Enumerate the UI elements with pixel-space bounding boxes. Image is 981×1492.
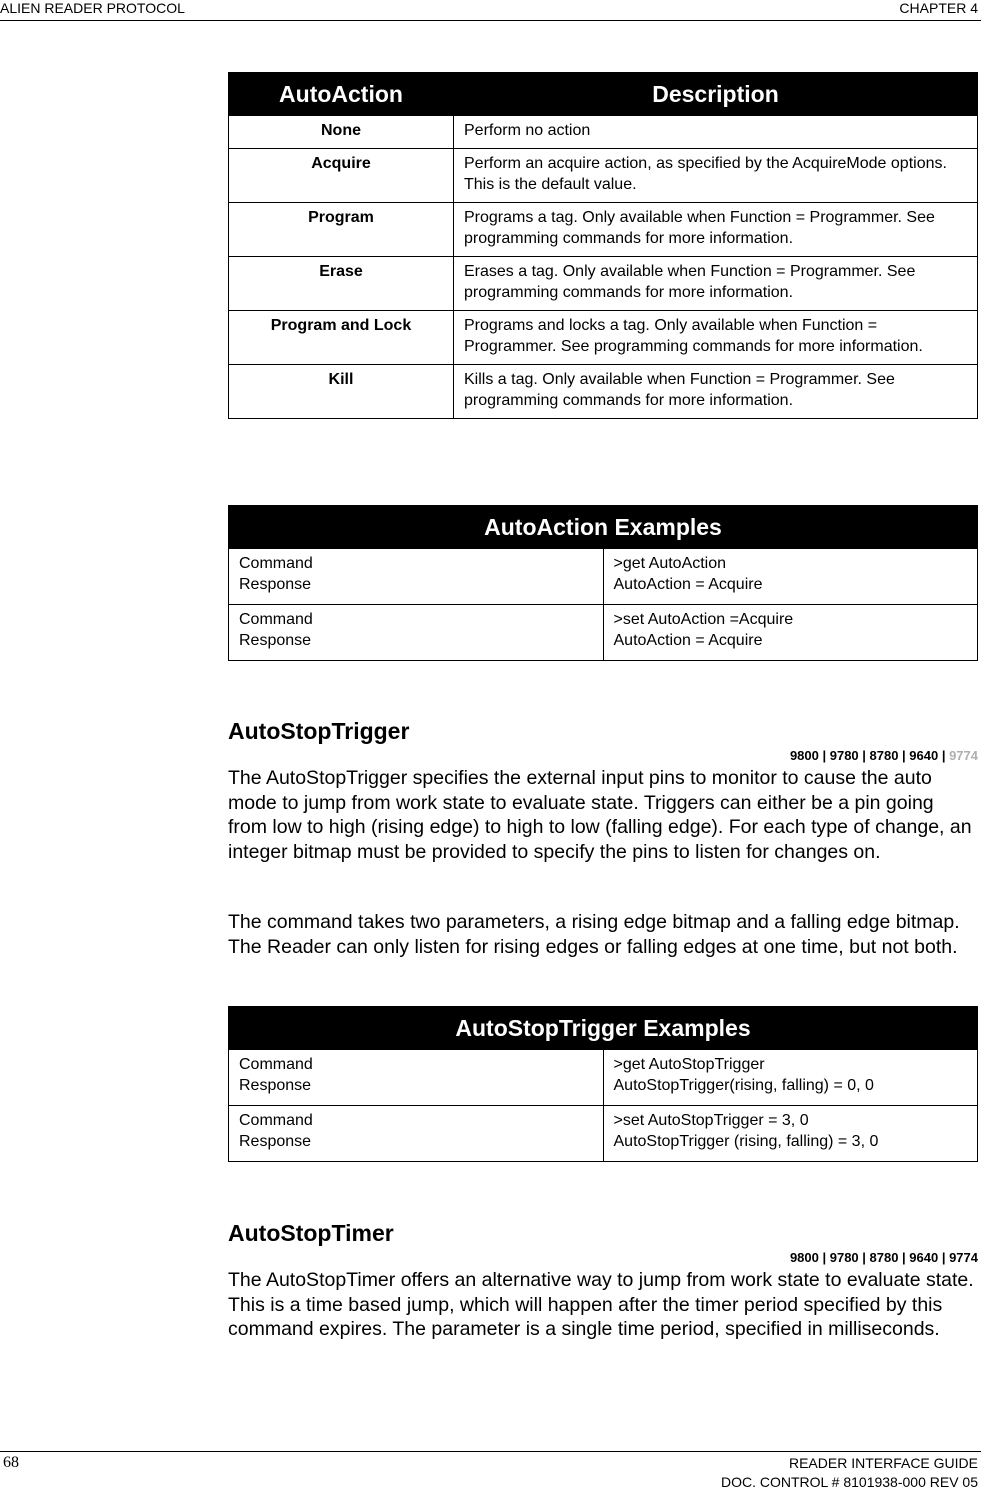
action-description: Erases a tag. Only available when Function = Programmer. See programming commands for more information. [454,257,978,311]
example-values [603,1050,978,1106]
autostoptrigger-examples-table [228,1006,978,1162]
section-title-autostoptimer: AutoStopTimer [228,1220,394,1246]
command-label: Command [239,611,313,628]
examples-title: AutoAction Examples [229,506,978,549]
response-text: AutoAction = Acquire [613,632,763,649]
action-description: Perform an acquire action, as specified by the AcquireMode options. This is the default value. [454,149,978,203]
action-name: Erase [229,257,454,311]
command-label: Command [239,1112,313,1129]
action-description: Kills a tag. Only available when Function = Programmer. See programming commands for more information. [454,365,978,419]
paragraph: The command takes two parameters, a rising edge bitmap and a falling edge bitmap. The Reader can only listen for rising edges or falling edges at one time, but not both. [228,911,960,958]
table-row [229,549,978,605]
autoaction-table [228,72,978,419]
paragraph: The AutoStopTrigger specifies the external input pins to monitor to cause the auto mode to jump from work state to evaluate state. Triggers can either be a pin going from low to high (rising edge) to high to low (falling edge). For each type of change, an integer bitmap must be provided to specify the pins to listen for changes on. [228,767,972,863]
command-label: Command [239,555,313,572]
response-label: Response [239,576,312,593]
autoaction-examples-table [228,505,978,661]
response-label: Response [239,632,312,649]
action-name: Program and Lock [229,311,454,365]
example-labels [229,1050,604,1106]
table-row [229,116,978,149]
page-number: 68 [3,1454,19,1471]
command-label: Command [239,1056,313,1073]
response-text: AutoAction = Acquire [613,576,763,593]
table-row [229,605,978,661]
running-header-title: ALIEN READER PROTOCOL [0,0,185,16]
response-text: AutoStopTrigger (rising, falling) = 3, 0 [613,1133,879,1150]
action-description: Programs a tag. Only available when Function = Programmer. See programming commands for more information. [454,203,978,257]
column-header-description: Description [454,73,978,116]
response-text: AutoStopTrigger(rising, falling) = 0, 0 [613,1077,874,1094]
table-row [229,365,978,419]
example-values [603,1106,978,1162]
table-header-row [229,506,978,549]
command-text: >set AutoStopTrigger = 3, 0 [613,1112,809,1129]
table-row [229,1050,978,1106]
footer-doc-control: DOC. CONTROL # 8101938-000 REV 05 [720,1474,978,1490]
action-name: None [229,116,454,149]
action-description: Programs and locks a tag. Only available when Function = Programmer. See programming commands for more information. [454,311,978,365]
table-header-row [229,73,978,116]
footer-doc-info [721,1454,978,1492]
table-row [229,257,978,311]
response-label: Response [239,1077,312,1094]
paragraph: The AutoStopTimer offers an alternative way to jump from work state to evaluate state. This is a time based jump, which will happen after the timer period specified by this command expires. The parameter is a single time period, specified in milliseconds. [228,1269,974,1340]
supported-models [790,748,978,763]
models-unsupported: 9774 [949,748,978,763]
table-header-row [229,1007,978,1050]
action-description: Perform no action [454,116,978,149]
example-labels [229,549,604,605]
footer-rule [0,1451,981,1452]
example-values [603,605,978,661]
command-text: >set AutoAction =Acquire [613,611,794,628]
response-label: Response [239,1133,312,1150]
example-values [603,549,978,605]
table-row [229,149,978,203]
running-header-chapter: CHAPTER 4 [899,0,978,16]
action-name: Kill [229,365,454,419]
example-labels [229,1106,604,1162]
command-text: >get AutoAction [613,555,727,572]
table-row [229,1106,978,1162]
column-header-autoaction: AutoAction [229,73,454,116]
action-name: Acquire [229,149,454,203]
command-text: >get AutoStopTrigger [613,1056,765,1073]
models-list: 9800 | 9780 | 8780 | 9640 | [789,748,950,763]
footer-guide-title: READER INTERFACE GUIDE [788,1455,978,1471]
section-title-autostoptrigger: AutoStopTrigger [228,718,410,744]
table-row [229,203,978,257]
action-name: Program [229,203,454,257]
examples-title: AutoStopTrigger Examples [229,1007,978,1050]
supported-models: 9800 | 9780 | 8780 | 9640 | 9774 [789,1250,978,1265]
table-row [229,311,978,365]
example-labels [229,605,604,661]
header-rule [0,20,981,21]
